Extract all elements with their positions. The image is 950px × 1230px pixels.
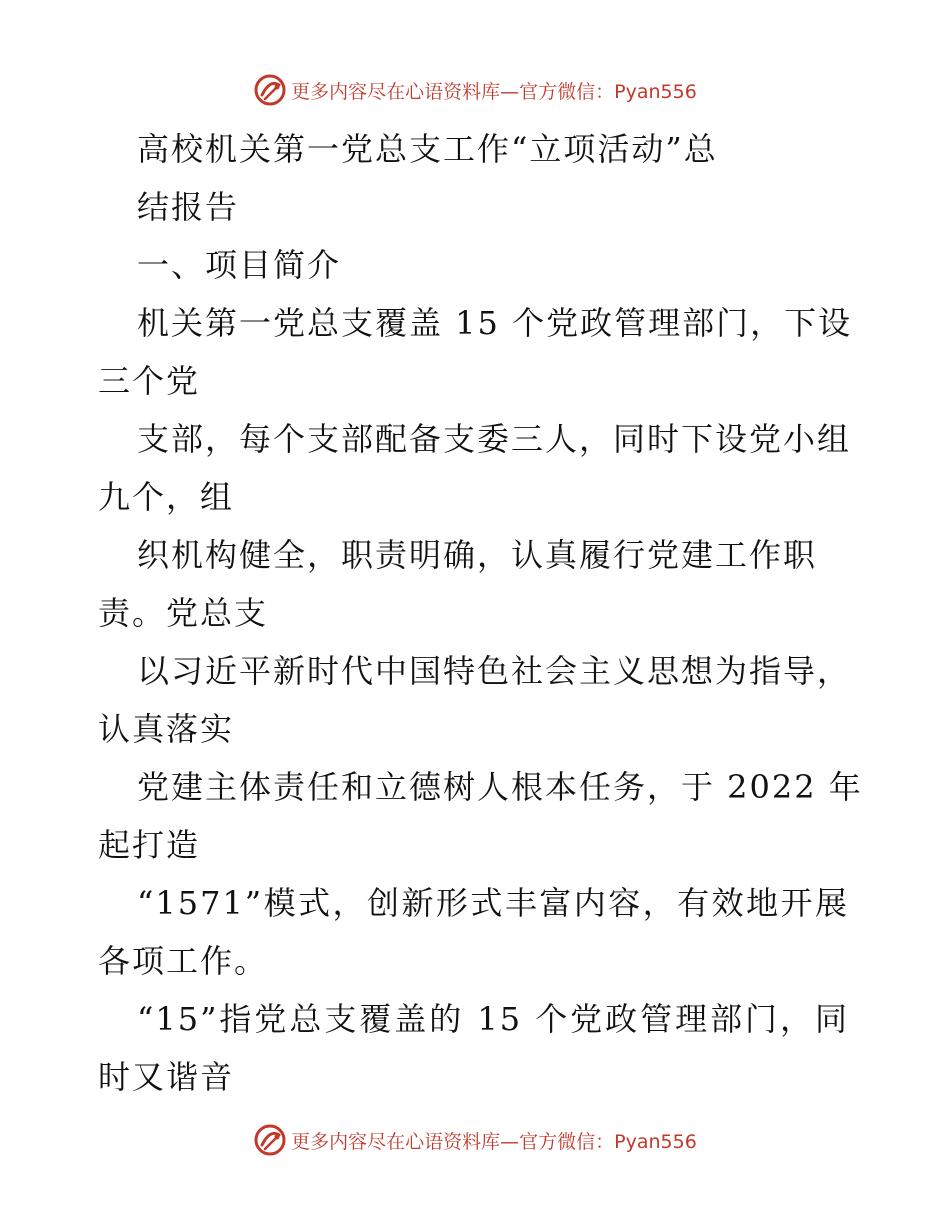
paragraph-line: 各项工作。 xyxy=(98,942,269,980)
paragraph-line: 责。党总支 xyxy=(98,594,269,632)
paragraph-line: 时又谐音 xyxy=(98,1058,235,1096)
paragraph-line: 起打造 xyxy=(98,826,201,864)
paragraph-line: 认真落实 xyxy=(98,710,235,748)
banner-text: 更多内容尽在心语资料库—官方微信：Pyan556 xyxy=(291,1130,697,1153)
paragraph-line: “1571”模式，创新形式丰富内容，有效地开展 xyxy=(137,884,849,922)
seal-logo-icon xyxy=(253,1123,287,1157)
doc-title-line: 结报告 xyxy=(137,188,240,226)
paragraph-line: 机关第一党总支覆盖 15 个党政管理部门，下设 xyxy=(137,304,853,342)
paragraph-line: 三个党 xyxy=(98,362,201,400)
section-heading: 一、项目简介 xyxy=(137,246,342,284)
header-banner xyxy=(0,70,950,110)
paragraph-line: 以习近平新时代中国特色社会主义思想为指导， xyxy=(137,652,852,690)
banner-text: 更多内容尽在心语资料库—官方微信：Pyan556 xyxy=(291,80,697,103)
paragraph-line: 党建主体责任和立德树人根本任务，于 2022 年 xyxy=(137,768,863,806)
footer-banner xyxy=(0,1120,950,1160)
paragraph-line: 九个，组 xyxy=(98,478,235,516)
paragraph-line: 织机构健全，职责明确，认真履行党建工作职 xyxy=(137,536,818,574)
paragraph-line: 支部，每个支部配备支委三人，同时下设党小组 xyxy=(137,420,852,458)
seal-logo-icon xyxy=(253,73,287,107)
paragraph-line: “15”指党总支覆盖的 15 个党政管理部门，同 xyxy=(137,1000,849,1038)
doc-title-line: 高校机关第一党总支工作“立项活动”总 xyxy=(137,130,718,168)
